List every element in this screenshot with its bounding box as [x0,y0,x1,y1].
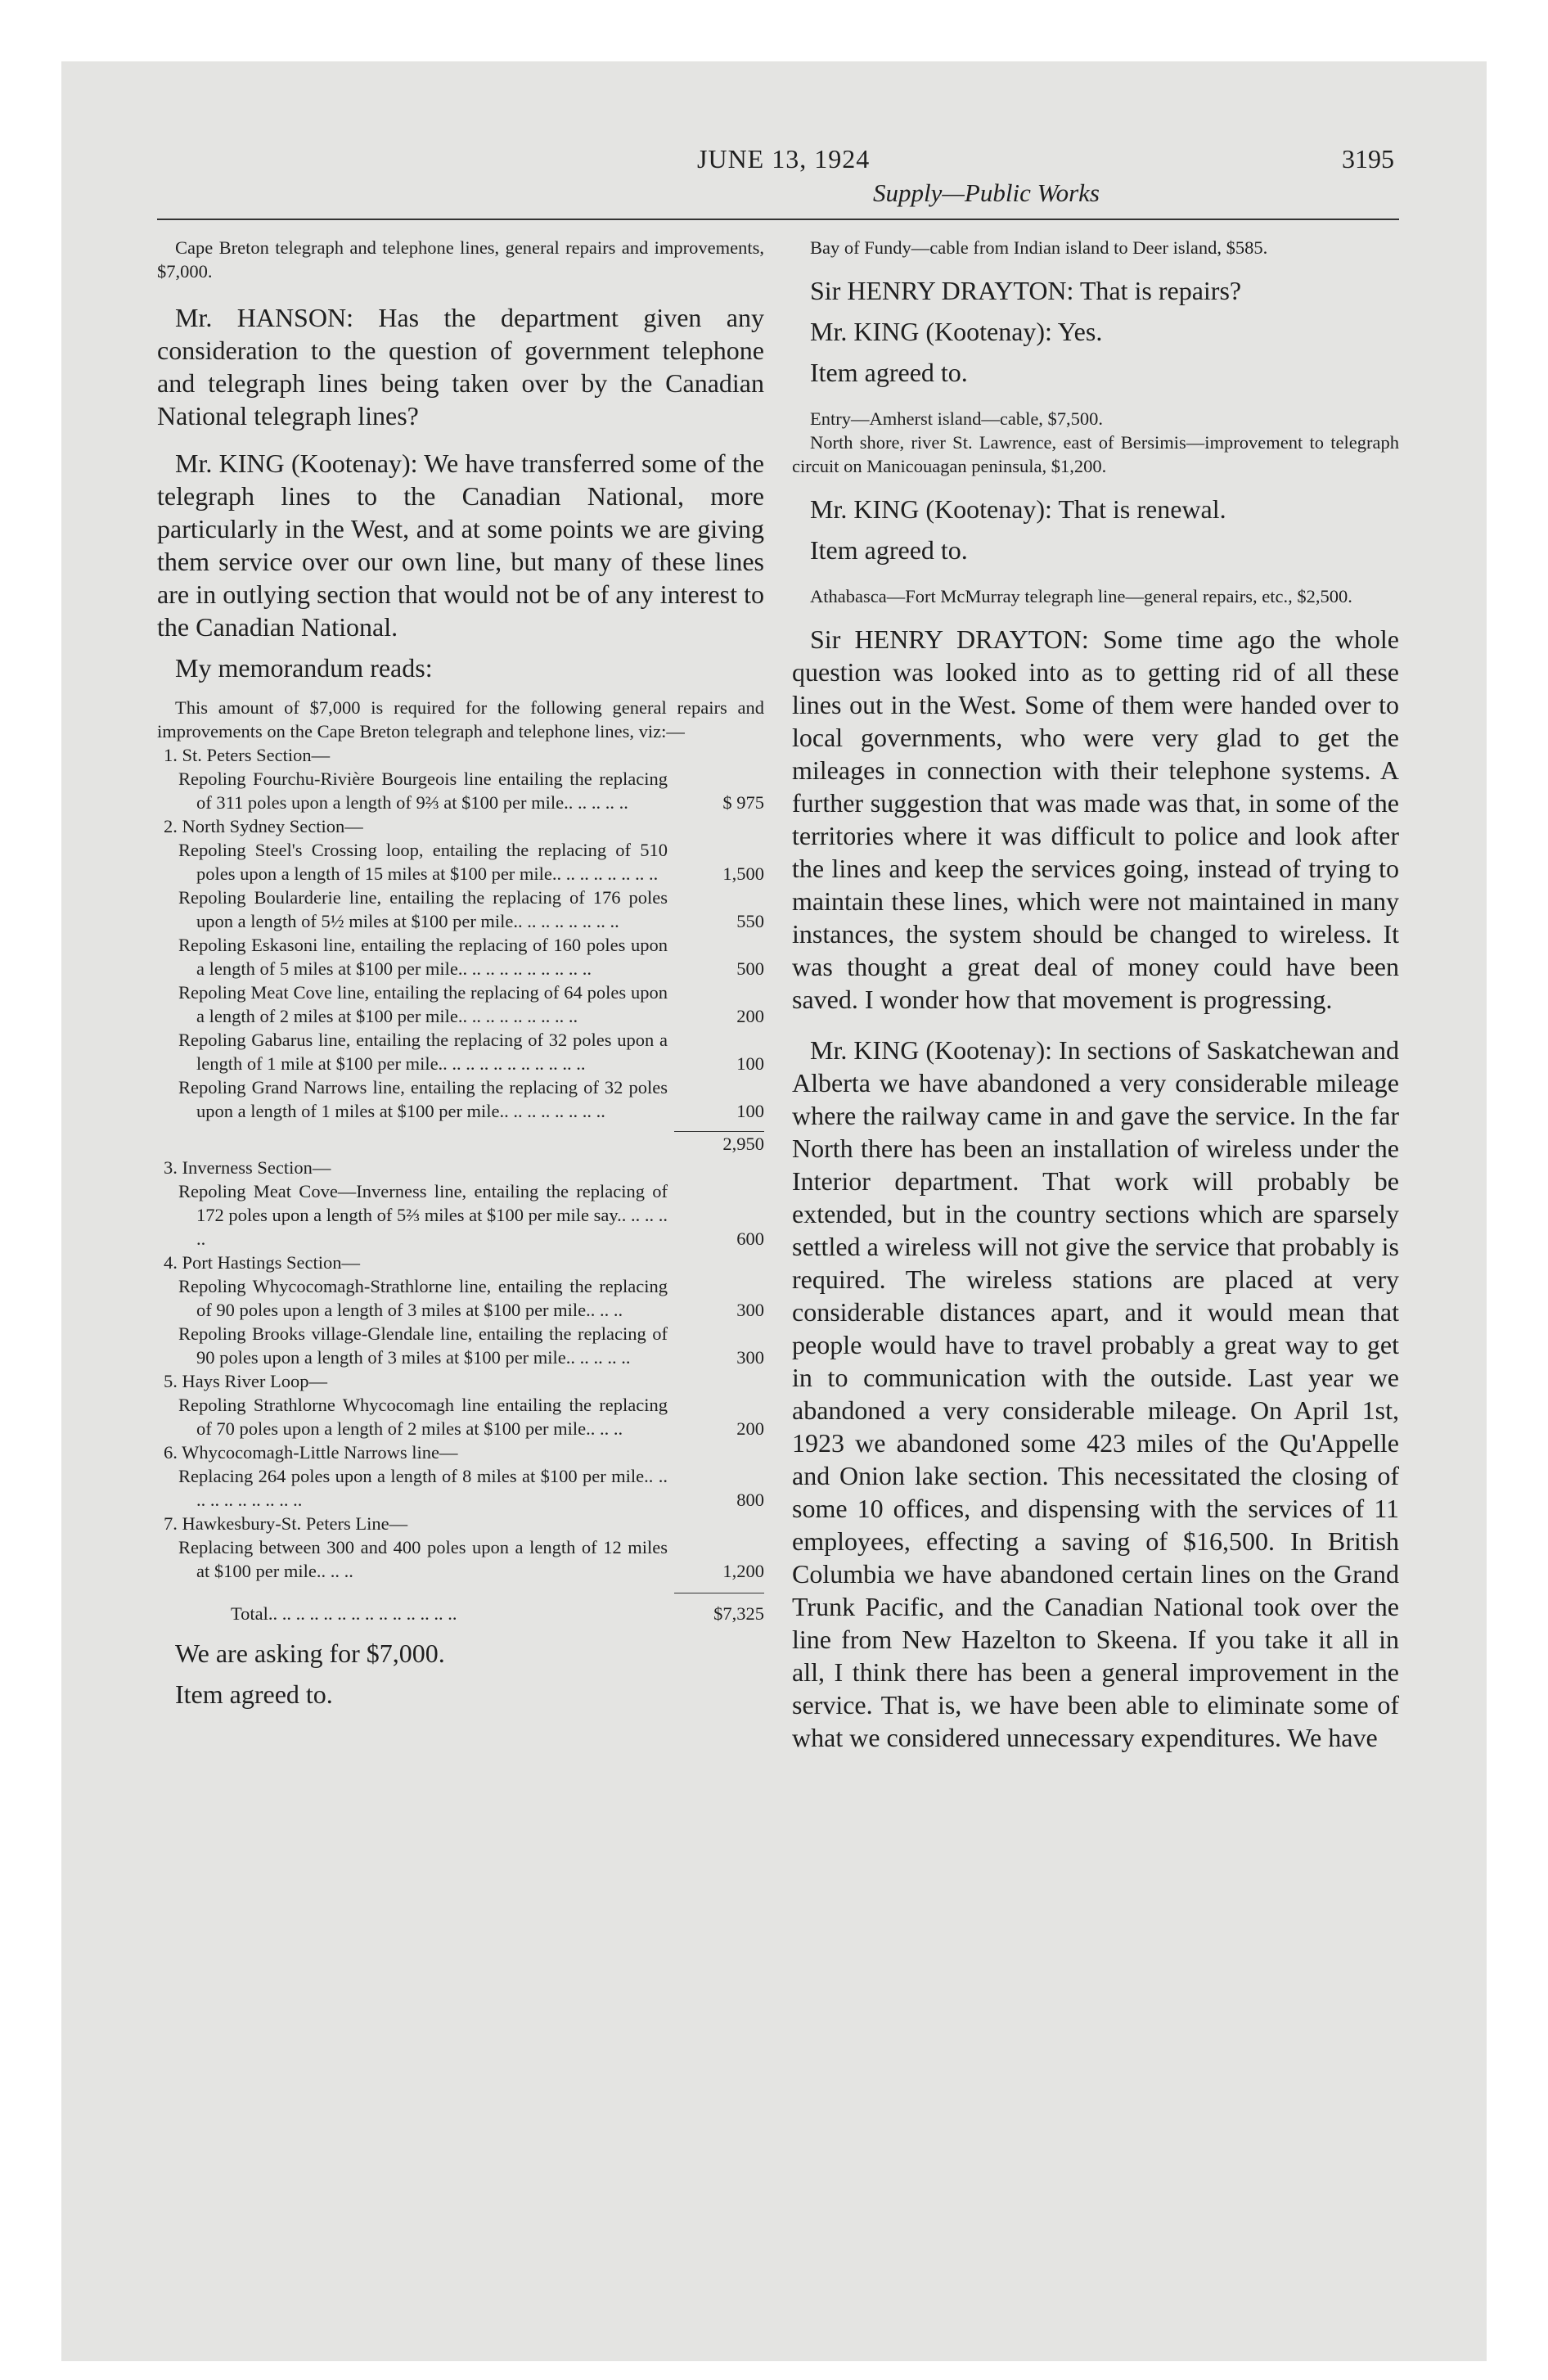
king-reply: Mr. KING (Kootenay): We have transferred some of the telegraph lines to the Canadian National, more particularly in the West, and at some points we are giving them service over our own line, but many of these lines are in outlying section that would not be of any interest to the Canadian National. [157,449,764,642]
item-amount: 200 [736,1418,764,1439]
section-6 [157,1440,764,1512]
section-title: 4. Port Hastings Section— [164,1252,360,1273]
item-amount: 1,200 [722,1561,764,1581]
item-amount: 1,500 [722,863,764,884]
memo-text: This amount of $7,000 is required for the following general repairs and improvements on the Cape Breton telegraph and telephone lines, viz:— [157,697,764,741]
right-column [792,236,1399,1754]
north-shore-item: North shore, river St. Lawrence, east of Bersimis—improvement to telegraph circuit on Manicouagan peninsula, $1,200. [792,432,1399,476]
left-column [157,236,764,1711]
list-item: Repoling Gabarus line, entailing the replacing of 32 poles upon a length of 1 mile at $100 per mile.. .. .. .. .. .. .. .. .. .. .. 100 [178,1030,764,1074]
king-renewal: Mr. KING (Kootenay): That is renewal. [810,494,1226,524]
list-item: Repoling Meat Cove—Inverness line, entailing the replacing of 172 poles upon a length of 5⅔ miles at $100 per mile say.. .. .. .. .. 600 [178,1181,764,1249]
section-title: 6. Whycocomagh-Little Narrows line— [164,1442,458,1463]
total-amount: $7,325 [713,1603,764,1624]
item-amount: 600 [736,1228,764,1249]
section-subtotal: 2,950 [722,1134,764,1154]
item-amount: 800 [736,1490,764,1510]
item-amount: 300 [736,1347,764,1368]
list-item: Repoling Eskasoni line, entailing the replacing of 160 poles upon a length of 5 miles at $100 per mile.. .. .. .. .. .. .. .. .. .. 500 [178,935,764,979]
drayton-question: Sir HENRY DRAYTON: That is repairs? [810,276,1242,305]
item-amount: 500 [736,958,764,979]
page-number: 3195 [1342,144,1394,174]
list-item: Replacing 264 poles upon a length of 8 miles at $100 per mile.. .. .. .. .. .. .. .. .. .. 800 [178,1466,764,1510]
memo-intro: My memorandum reads: [175,653,433,683]
section-title: 1. St. Peters Section— [164,745,331,765]
item-agreed-1: Item agreed to. [810,358,968,387]
hansard-page [157,139,1399,2218]
king-long: Mr. KING (Kootenay): In sections of Saskatchewan and Alberta we have abandoned a very considerable mileage where the railway came in and gave the service. In the far North there has been an installation of wireless under the Interior department. That work will probably be extended, but in the country sections which are sparsely settled a wireless will not give the service that probably is required. The wireless stations are placed at very considerable distances apart, and it would mean that people would have to travel probably a great way to get in to communication with the outside. Last year we abandoned a very considerable mileage. On April 1st, 1923 we abandoned some 423 miles of the Qu'Appelle and Onion lake section. This necessitated the closing of some 10 offices, and dispensing with the services of 11 employees, effecting a saving of $16,500. In British Columbia we have abandoned certain lines on the Grand Trunk Pacific, and the Canadian National took over the line from New Hazelton to Skeena. If you take it all in all, I think there has been a general improvement in the service. That is, we have been able to eliminate some of what we considered unnecessary expenditures. We have [792,1035,1399,1752]
list-item: Repoling Meat Cove line, entailing the replacing of 64 poles upon a length of 2 miles at $100 per mile.. .. .. .. .. .. .. .. .. 200 [178,982,764,1026]
item-amount: 200 [736,1006,764,1026]
list-item: Repoling Grand Narrows line, entailing the replacing of 32 poles upon a length of 1 miles at $100 per mile.. .. .. .. .. .. .. .. 100 [178,1077,764,1121]
hanson-question: Mr. HANSON: Has the department given any consideration to the question of government telephone and telegraph lines being taken over by the Canadian National telegraph lines? [157,303,764,430]
section-1 [157,743,764,814]
section-4 [157,1251,764,1369]
section-title: 5. Hays River Loop— [164,1371,327,1391]
athabasca-item: Athabasca—Fort McMurray telegraph line—general repairs, etc., $2,500. [810,586,1352,606]
section-2 [157,814,764,1156]
fundy-item: Bay of Fundy—cable from Indian island to Deer island, $585. [810,237,1268,258]
section-7 [157,1512,764,1583]
item-amount: 300 [736,1300,764,1320]
list-item: Repoling Whycocomagh-Strathlorne line, entailing the replacing of 90 poles upon a length of 3 miles at $100 per mile.. .. .. 300 [178,1276,764,1320]
king-yes: Mr. KING (Kootenay): Yes. [810,317,1103,346]
list-item: Repoling Steel's Crossing loop, entailing the replacing of 510 poles upon a length of 15 miles at $100 per mile.. .. .. .. .. .. .. .. 1,500 [178,840,764,884]
item-amount: $ 975 [722,792,764,813]
section-title: 3. Inverness Section— [164,1157,331,1178]
page-date: JUNE 13, 1924 [697,144,871,174]
total-row [157,1602,764,1625]
list-item: Repoling Brooks village-Glendale line, entailing the replacing of 90 poles upon a length of 3 miles at $100 per mile.. .. .. .. .. 300 [178,1323,764,1368]
list-item: Repoling Boularderie line, entailing the replacing of 176 poles upon a length of 5½ miles at $100 per mile.. .. .. .. .. .. .. .. 550 [178,887,764,931]
item-intro: Cape Breton telegraph and telephone lines, general repairs and improvements, $7,000. [157,237,764,282]
item-agreed-2: Item agreed to. [810,535,968,565]
total-label: Total.. .. .. .. .. .. .. .. .. .. .. .. .. .. [231,1603,457,1624]
list-item: Repoling Fourchu-Rivière Bourgeois line entailing the replacing of 311 poles upon a length of 9⅔ at $100 per mile.. .. .. .. .. $ 975 [178,769,764,813]
section-title: 7. Hawkesbury-St. Peters Line— [164,1513,408,1534]
list-item: Repoling Strathlorne Whycocomagh line entailing the replacing of 70 poles upon a length of 2 miles at $100 per mile.. .. .. 200 [178,1395,764,1439]
section-title: 2. North Sydney Section— [164,816,363,836]
item-agreed: Item agreed to. [175,1679,333,1709]
section-5 [157,1369,764,1440]
asking-text: We are asking for $7,000. [175,1639,445,1668]
section-heading: Supply—Public Works [873,178,1100,207]
section-3 [157,1156,764,1251]
list-item: Replacing between 300 and 400 poles upon a length of 12 miles at $100 per mile.. .. .. 1,200 [178,1537,764,1581]
item-amount: 550 [736,911,764,931]
header-rule [157,219,1399,220]
drayton-long: Sir HENRY DRAYTON: Some time ago the whole question was looked into as to getting rid of all these lines out in the West. Some of them were handed over to local governments, who were very glad to get the mileages in connection with their telephone systems. A further suggestion that was made was that, in some of the territories where it was difficult to police and look after the lines and keep the services going, instead of trying to maintain these lines, which were not maintained in many instances, the system should be changed to wireless. It was thought a great deal of money could have been saved. I wonder how that movement is progressing. [792,624,1399,1014]
item-amount: 100 [736,1101,764,1121]
item-amount: 100 [736,1053,764,1074]
entry-item: Entry—Amherst island—cable, $7,500. [810,408,1104,429]
